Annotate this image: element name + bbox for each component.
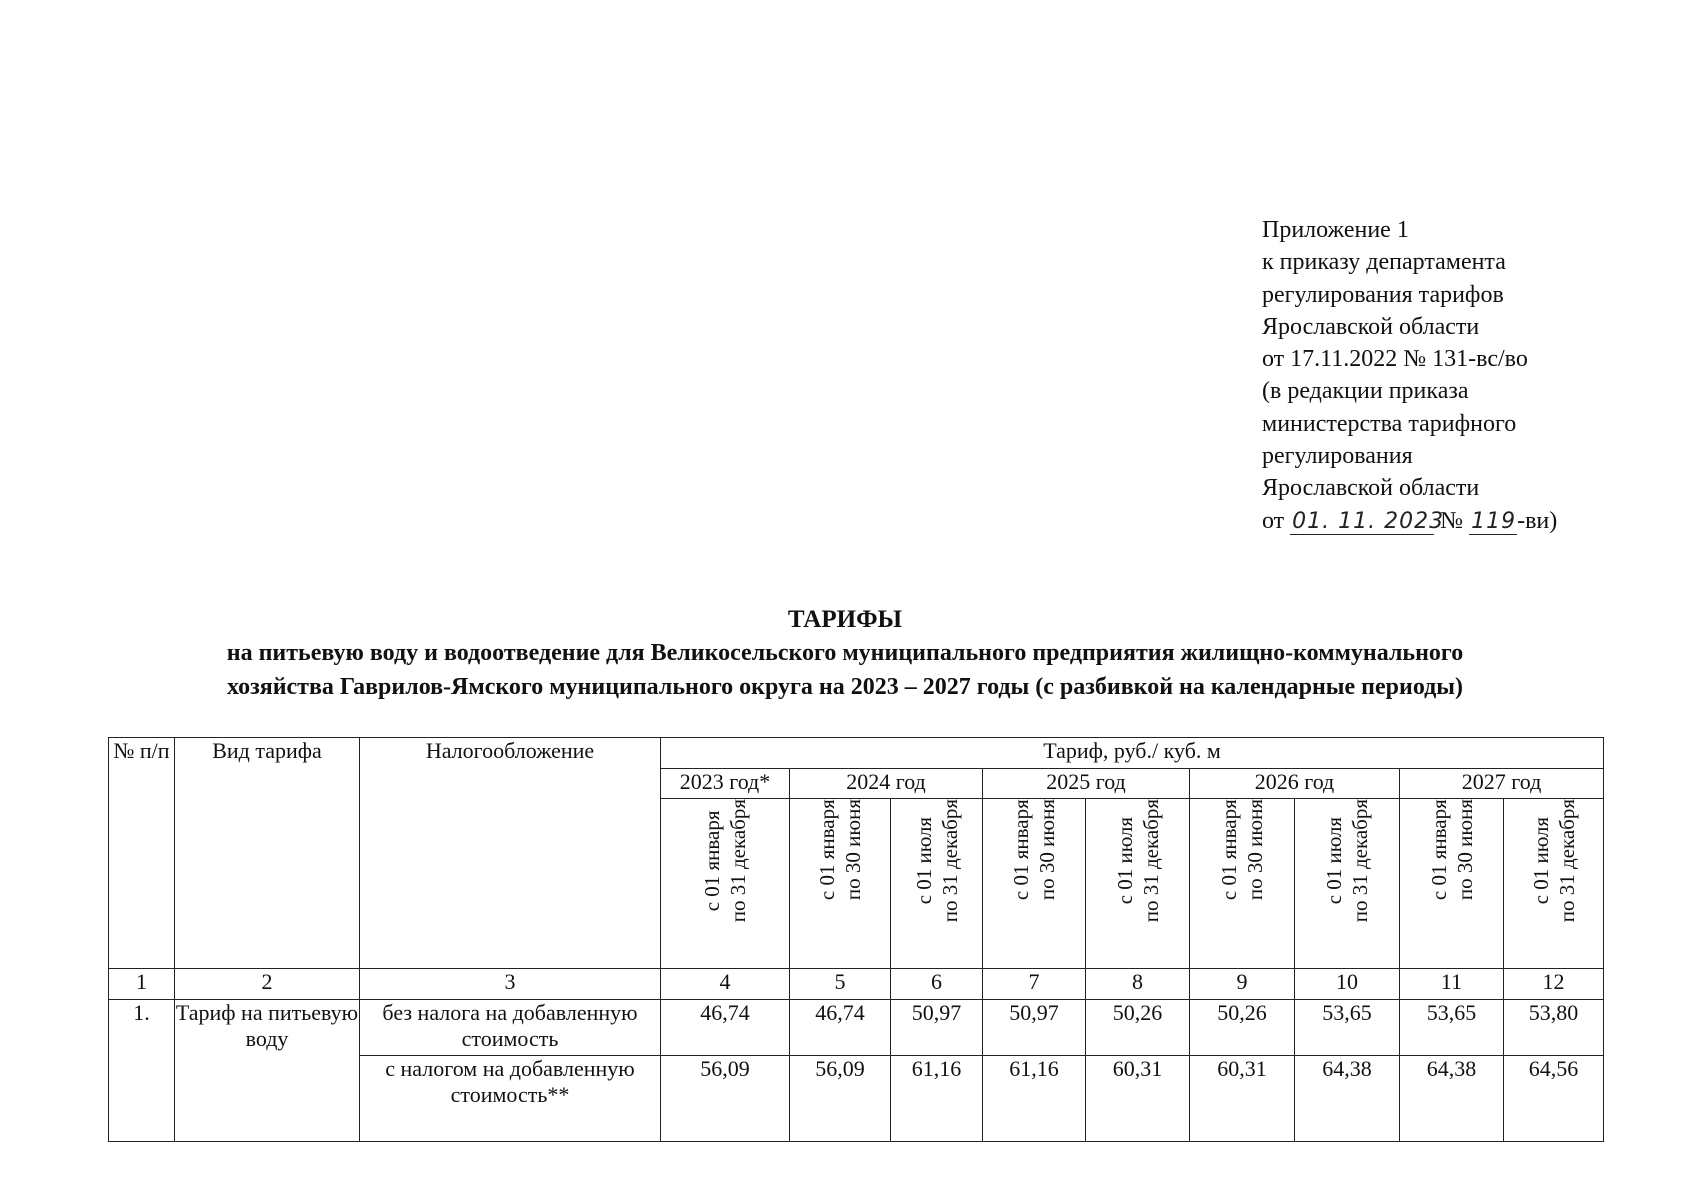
table-index-row — [109, 969, 1604, 1000]
tariff-value: 50,26 — [1086, 1000, 1190, 1056]
row-tax-mode: без налога на добавленную стоимость — [360, 1000, 661, 1056]
annex-line: регулирования — [1262, 443, 1413, 470]
header-period: с 01 января по 31 декабря — [661, 799, 790, 969]
handwritten-date: 01. 11. 2023 — [1292, 508, 1445, 534]
tariff-value: 61,16 — [891, 1056, 983, 1142]
header-year: 2027 год — [1400, 769, 1604, 799]
table-row — [109, 1000, 1604, 1056]
header-year: 2024 год — [790, 769, 983, 799]
annex-line: Ярославской области — [1262, 313, 1480, 340]
col-index: 6 — [891, 969, 983, 1000]
annex-line: министерства тарифного — [1262, 410, 1517, 437]
col-index: 9 — [1190, 969, 1295, 1000]
tariff-value: 64,38 — [1295, 1056, 1400, 1142]
annex-line: от 17.11.2022 № 131-вс/во — [1262, 346, 1528, 373]
annex-block — [1262, 214, 1557, 537]
header-period: с 01 января по 30 июня — [1190, 799, 1295, 969]
header-period: с 01 января по 30 июня — [983, 799, 1086, 969]
tariff-value: 53,65 — [1400, 1000, 1504, 1056]
annex-line: (в редакции приказа — [1262, 378, 1469, 405]
col-index: 1 — [109, 969, 175, 1000]
header-period: с 01 июля по 31 декабря — [1295, 799, 1400, 969]
document-subtitle-line-1: на питьевую воду и водоотведение для Великосельского муниципального предприятия жилищно-коммунального — [226, 640, 1464, 666]
handwritten-number: 119 — [1471, 508, 1517, 534]
annex-number-sign: № — [1440, 507, 1464, 534]
tariff-value: 50,97 — [983, 1000, 1086, 1056]
header-period: с 01 июля по 31 декабря — [1504, 799, 1604, 969]
header-year: 2025 год — [983, 769, 1190, 799]
tariff-value: 64,56 — [1504, 1056, 1604, 1142]
header-year: 2026 год — [1190, 769, 1400, 799]
header-year: 2023 год* — [661, 769, 790, 799]
annex-line: к приказу департамента — [1262, 249, 1506, 276]
tariffs-table — [108, 737, 1604, 1142]
tariff-value: 56,09 — [790, 1056, 891, 1142]
header-period: с 01 июля по 31 декабря — [891, 799, 983, 969]
row-num: 1. — [109, 1000, 175, 1142]
annex-line: Ярославской области — [1262, 475, 1480, 502]
annex-prefix: от — [1262, 507, 1285, 534]
table-header-row — [109, 738, 1604, 769]
document-subtitle-line-2: хозяйства Гаврилов-Ямского муниципального округа на 2023 – 2027 годы (с разбивкой на календарные периоды) — [226, 674, 1464, 700]
header-type: Вид тарифа — [175, 738, 360, 969]
tariff-value: 46,74 — [661, 1000, 790, 1056]
tariff-value: 56,09 — [661, 1056, 790, 1142]
col-index: 10 — [1295, 969, 1400, 1000]
tariff-value: 61,16 — [983, 1056, 1086, 1142]
col-index: 2 — [175, 969, 360, 1000]
document-title: ТАРИФЫ — [787, 606, 903, 633]
header-num: № п/п — [109, 738, 175, 969]
annex-suffix: -ви) — [1517, 507, 1558, 534]
col-index: 5 — [790, 969, 891, 1000]
col-index: 7 — [983, 969, 1086, 1000]
tariff-value: 60,31 — [1190, 1056, 1295, 1142]
col-index: 11 — [1400, 969, 1504, 1000]
col-index: 12 — [1504, 969, 1604, 1000]
tariff-value: 60,31 — [1086, 1056, 1190, 1142]
tariff-value: 46,74 — [790, 1000, 891, 1056]
header-tax: Налогообложение — [360, 738, 661, 969]
header-period: с 01 января по 30 июня — [790, 799, 891, 969]
tariff-value: 53,80 — [1504, 1000, 1604, 1056]
annex-line: регулирования тарифов — [1262, 281, 1504, 308]
annex-line: Приложение 1 — [1262, 217, 1409, 243]
tariff-value: 64,38 — [1400, 1056, 1504, 1142]
annex-line-amendment — [1262, 505, 1557, 537]
col-index: 4 — [661, 969, 790, 1000]
row-tax-mode: с налогом на добавленную стоимость** — [360, 1056, 661, 1142]
tariff-value: 50,97 — [891, 1000, 983, 1056]
header-period: с 01 января по 30 июня — [1400, 799, 1504, 969]
tariff-value: 53,65 — [1295, 1000, 1400, 1056]
tariff-value: 50,26 — [1190, 1000, 1295, 1056]
col-index: 8 — [1086, 969, 1190, 1000]
row-tariff-type: Тариф на питьевую воду — [175, 1000, 360, 1142]
col-index: 3 — [360, 969, 661, 1000]
header-tariff: Тариф, руб./ куб. м — [661, 738, 1604, 769]
header-period: с 01 июля по 31 декабря — [1086, 799, 1190, 969]
